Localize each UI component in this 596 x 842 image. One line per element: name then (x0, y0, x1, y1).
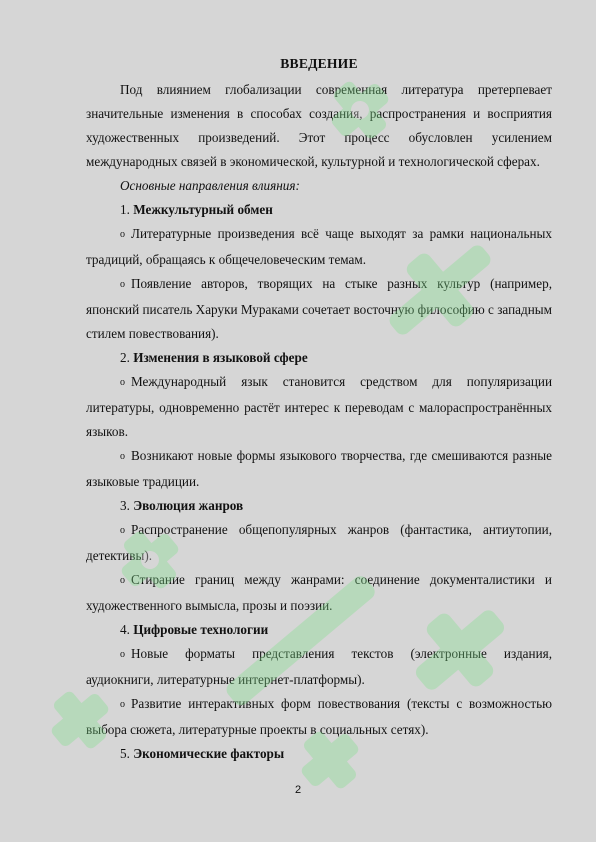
list-item (86, 222, 552, 272)
intro-paragraph: Под влиянием глобализации современная литература претерпевает значительные изменения в способах создания, распространения и восприятия художественных произведений. Этот процесс обусловлен усилением международных связей в экономической, культурной и технологической сферах. (86, 82, 552, 169)
list-item-text: Новые форматы представления текстов (электронные издания, аудиокниги, литературные интернет-платформы). (86, 646, 552, 687)
section-number: 5. (120, 746, 130, 761)
section-title: Экономические факторы (133, 746, 285, 761)
bullet-icon: o (120, 699, 125, 710)
section-heading (86, 346, 552, 370)
section-number: 2. (120, 350, 130, 365)
section-title: Межкультурный обмен (133, 202, 273, 217)
bullet-icon: o (120, 575, 125, 586)
bullet-icon: o (120, 229, 125, 240)
bullet-icon: o (120, 525, 125, 536)
page-number: 2 (294, 784, 302, 796)
section-heading (86, 618, 552, 642)
bullet-icon: o (120, 279, 125, 290)
list-item (86, 642, 552, 692)
list-item (86, 370, 552, 444)
list-item (86, 518, 552, 568)
list-item-text: Международный язык становится средством для популяризации литературы, одновременно растёт интерес к переводам с малораспространённых языков. (86, 374, 552, 439)
section-title: Цифровые технологии (133, 622, 269, 637)
section-heading (86, 494, 552, 518)
directions-label: Основные направления влияния: (120, 178, 300, 193)
section-heading (86, 742, 552, 766)
section-title: Эволюция жанров (133, 498, 244, 513)
section-number: 1. (120, 202, 130, 217)
list-item (86, 692, 552, 742)
bullet-icon: o (120, 451, 125, 462)
list-item-text: Стирание границ между жанрами: соединение документалистики и художественного вымысла, прозы и поэзии. (86, 572, 552, 613)
section-heading (86, 198, 552, 222)
list-item (86, 568, 552, 618)
bullet-icon: o (120, 649, 125, 660)
section-title: Изменения в языковой сфере (133, 350, 308, 365)
list-item-text: Литературные произведения всё чаще выходят за рамки национальных традиций, обращаясь к общечеловеческим темам. (86, 226, 552, 267)
page-title: ВВЕДЕНИЕ (280, 56, 358, 71)
list-item-text: Распространение общепопулярных жанров (фантастика, антиутопии, детективы). (86, 522, 552, 563)
section-number: 3. (120, 498, 130, 513)
list-item-text: Появление авторов, творящих на стыке разных культур (например, японский писатель Харуки Мураками сочетает восточную философию с западным стилем повествования). (86, 276, 552, 341)
list-item (86, 272, 552, 346)
list-item (86, 444, 552, 494)
section-number: 4. (120, 622, 130, 637)
list-item-text: Возникают новые формы языкового творчества, где смешиваются разные языковые традиции. (86, 448, 552, 489)
list-item-text: Развитие интерактивных форм повествования (тексты с возможностью выбора сюжета, литературные проекты в социальных сетях). (86, 696, 552, 737)
bullet-icon: o (120, 377, 125, 388)
